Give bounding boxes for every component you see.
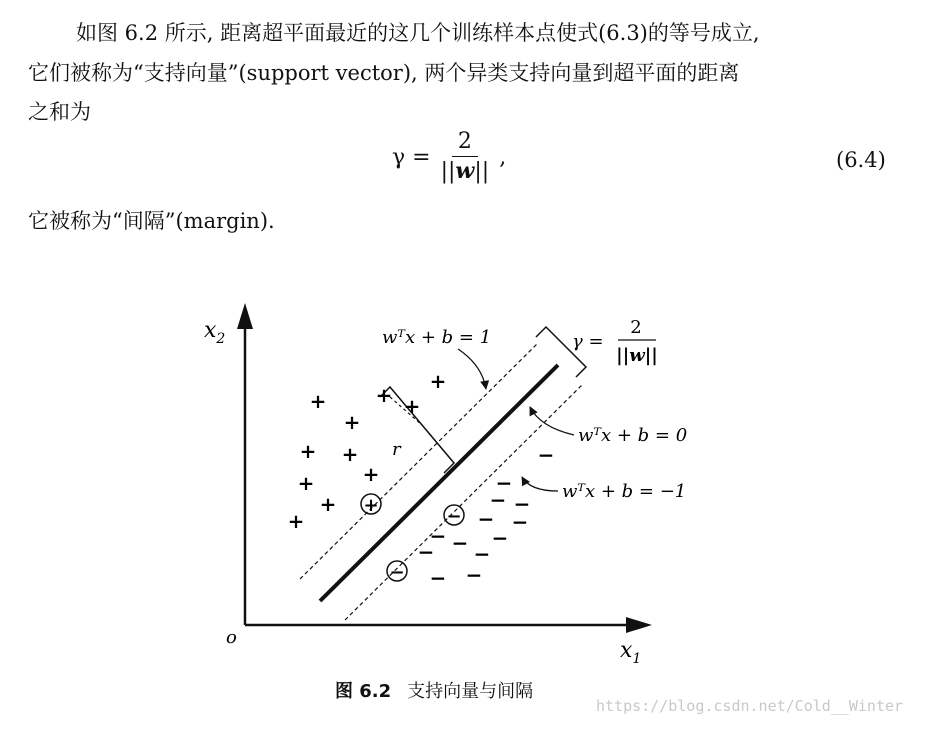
gamma-num: 2	[630, 317, 642, 338]
negative-support-vector-sign: −	[446, 506, 462, 527]
equation-comma: ,	[499, 144, 507, 170]
upper-plane-pointer	[458, 349, 486, 389]
positive-sample: +	[287, 509, 305, 533]
positive-support-vector-sign: +	[363, 495, 379, 516]
watermark: https://blog.csdn.net/Cold__Winter	[596, 697, 904, 715]
negative-sample: −	[465, 563, 483, 587]
norm-close: ||	[474, 159, 490, 184]
positive-sample: +	[429, 369, 447, 393]
negative-sample: −	[489, 488, 507, 512]
paragraph-3: 之和为	[28, 100, 91, 124]
hyperplane-label: wᵀx + b = 0	[578, 425, 688, 446]
positive-sample: +	[309, 389, 327, 413]
negative-sample: −	[511, 510, 529, 534]
figure-caption-label: 图 6.2	[335, 681, 392, 702]
negative-sample: −	[495, 471, 513, 495]
r-label: r	[392, 439, 401, 460]
upper-plane-label: wᵀx + b = 1	[382, 327, 492, 348]
positive-sample: +	[362, 462, 380, 486]
norm-open: ||	[440, 159, 456, 184]
positive-sample: +	[299, 439, 317, 463]
x-axis-arrow-icon	[626, 617, 652, 633]
positive-sample: +	[403, 394, 421, 418]
figure-caption	[335, 677, 533, 703]
y-axis-label: $x_2$	[204, 318, 226, 347]
equation-6-4	[392, 128, 506, 186]
negative-support-vector-sign: −	[389, 562, 405, 583]
paragraph-2: 它们被称为“支持向量”(support vector), 两个异类支持向量到超平面的距离	[28, 61, 740, 85]
negative-sample: −	[473, 542, 491, 566]
paragraph-4: 它被称为“间隔”(margin).	[28, 209, 275, 233]
lower-plane-pointer	[522, 477, 558, 491]
negative-sample: −	[477, 507, 495, 531]
positive-sample: +	[319, 492, 337, 516]
negative-sample: −	[429, 566, 447, 590]
negative-sample: −	[537, 443, 555, 467]
negative-sample: −	[429, 524, 447, 548]
lower-plane-label: wᵀx + b = −1	[562, 481, 687, 502]
equation-number: (6.4)	[836, 148, 886, 172]
norm-var: w	[455, 158, 475, 184]
y-axis-arrow-icon	[237, 303, 253, 329]
figure-caption-text: 支持向量与间隔	[407, 681, 534, 702]
svm-figure	[190, 285, 710, 665]
equation-denominator	[441, 157, 490, 186]
gamma-lhs: γ =	[572, 331, 604, 352]
positive-sample: +	[375, 383, 393, 407]
negative-sample: −	[513, 492, 531, 516]
negative-sample: −	[491, 526, 509, 550]
paragraph-1: 如图 6.2 所示, 距离超平面最近的这几个训练样本点使式(6.3)的等号成立,	[76, 21, 760, 45]
positive-sample: +	[343, 410, 361, 434]
negative-sample: −	[417, 540, 435, 564]
equation-numerator: 2	[452, 128, 478, 157]
gamma-den: ||w||	[616, 345, 658, 366]
negative-sample: −	[451, 531, 469, 555]
x-axis-label: $x_1$	[620, 638, 642, 665]
equation-lhs: γ =	[392, 144, 431, 170]
equation-fraction	[441, 128, 490, 186]
origin-label: o	[226, 627, 237, 648]
positive-sample: +	[341, 442, 359, 466]
positive-sample: +	[297, 471, 315, 495]
